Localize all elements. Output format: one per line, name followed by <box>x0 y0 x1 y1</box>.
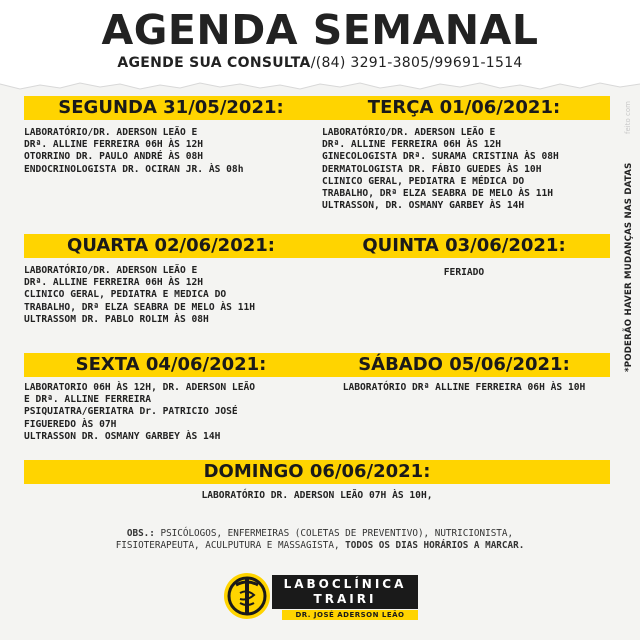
day-schedule-quinta <box>318 267 610 279</box>
schedule-line: LABORATORIO 06H ÀS 12H, DR. ADERSON LEÃO <box>24 382 256 393</box>
schedule-line: TRABALHO, DRª ELZA SEABRA DE MELO ÀS 11H <box>24 301 256 313</box>
day-schedule-quarta <box>24 265 255 326</box>
schedule-line: DERMATOLOGISTA DR. FÁBIO GUEDES ÀS 10H <box>322 163 542 175</box>
booking-label: AGENDE SUA CONSULTA <box>117 55 311 71</box>
day-schedule-sabado <box>318 382 610 394</box>
schedule-line: DRª. ALLINE FERREIRA 06H ÀS 12H <box>24 139 204 151</box>
page-title: AGENDA SEMANAL <box>101 6 539 54</box>
day-schedule-sexta <box>24 382 255 443</box>
day-schedule-terca <box>322 127 559 212</box>
day-header-sexta: SEXTA 04/06/2021: <box>24 353 318 377</box>
schedule-line: CLINICO GERAL, PEDIATRA E MÉDICA DO <box>322 175 525 187</box>
obs-bold-tail: TODOS OS DIAS HORÁRIOS A MARCAR. <box>339 539 525 551</box>
schedule-line: LABORATÓRIO DR. ADERSON LEÃO 07H ÀS 10H, <box>201 490 433 501</box>
day-header-segunda: SEGUNDA 31/05/2021: <box>24 96 318 120</box>
logo-doctor-name: DR. JOSÉ ADERSON LEÃO <box>282 610 418 620</box>
schedule-line: E DRª. ALLINE FERREIRA <box>24 394 152 406</box>
schedule-line: DRª. ALLINE FERREIRA 06H ÀS 12H <box>24 277 204 289</box>
day-header-sabado: SÁBADO 05/06/2021: <box>318 353 610 377</box>
schedule-line: LABORATÓRIO/DR. ADERSON LEÃO E <box>24 265 198 276</box>
day-schedule-domingo <box>24 490 610 502</box>
observation-note <box>100 528 540 551</box>
day-header-quinta: QUINTA 03/06/2021: <box>318 234 610 258</box>
schedule-line: ULTRASSON DR. OSMANY GARBEY ÀS 14H <box>24 430 221 442</box>
day-header-quarta: QUARTA 02/06/2021: <box>24 234 318 258</box>
day-header-terca: TERÇA 01/06/2021: <box>318 96 610 120</box>
date-change-note: *PODERÃO HAVER MUDANÇAS NAS DATAS <box>624 162 634 372</box>
booking-subtitle <box>0 55 640 71</box>
day-header-domingo: DOMINGO 06/06/2021: <box>24 460 610 484</box>
schedule-line: ENDOCRINOLOGISTA DR. OCIRAN JR. ÀS 08h <box>24 163 244 175</box>
logo-name-line2: TRAIRI <box>313 592 377 606</box>
schedule-line: LABORATÓRIO/DR. ADERSON LEÃO E <box>24 127 198 138</box>
logo-name-box <box>272 575 418 609</box>
schedule-line: ULTRASSON, DR. OSMANY GARBEY ÀS 14H <box>322 200 525 212</box>
schedule-line: FIGUEREDO ÀS 07H <box>24 418 117 430</box>
schedule-line: TRABALHO, DRª ELZA SEABRA DE MELO ÀS 11H <box>322 188 554 200</box>
watermark: feito com <box>624 101 632 134</box>
logo-name-line1: LABOCLÍNICA <box>283 577 407 591</box>
schedule-line: DRª. ALLINE FERREIRA 06H ÀS 12H <box>322 139 502 151</box>
caduceus-icon <box>222 571 272 621</box>
schedule-line: ULTRASSOM DR. PABLO ROLIM ÀS 08H <box>24 313 209 325</box>
schedule-line: LABORATÓRIO DRª ALLINE FERREIRA 06H ÀS 10H <box>342 382 586 393</box>
schedule-line: GINECOLOGISTA DRª. SURAMA CRISTINA ÀS 08H <box>322 151 559 163</box>
torn-paper-edge <box>0 78 640 92</box>
obs-label: OBS.: <box>126 528 155 539</box>
phone-numbers: /(84) 3291-3805/99691-1514 <box>310 55 523 71</box>
schedule-line: CLINICO GERAL, PEDIATRA E MEDICA DO <box>24 289 227 301</box>
obs-text: PSICÓLOGOS, ENFERMEIRAS (COLETAS DE PREVENTIVO), NUTRICIONISTA, FISIOTERAPEUTA, ACULPUTURA E MASSAGISTA, <box>115 528 514 551</box>
schedule-line: OTORRINO DR. PAULO ANDRÉ ÀS 08H <box>24 151 204 163</box>
schedule-line: LABORATÓRIO/DR. ADERSON LEÃO E <box>322 127 496 138</box>
clinic-logo <box>222 571 422 621</box>
schedule-line: PSIQUIATRA/GERIATRA Dr. PATRICIO JOSÉ <box>24 406 238 418</box>
day-schedule-segunda <box>24 127 244 176</box>
schedule-line: FERIADO <box>443 267 485 278</box>
